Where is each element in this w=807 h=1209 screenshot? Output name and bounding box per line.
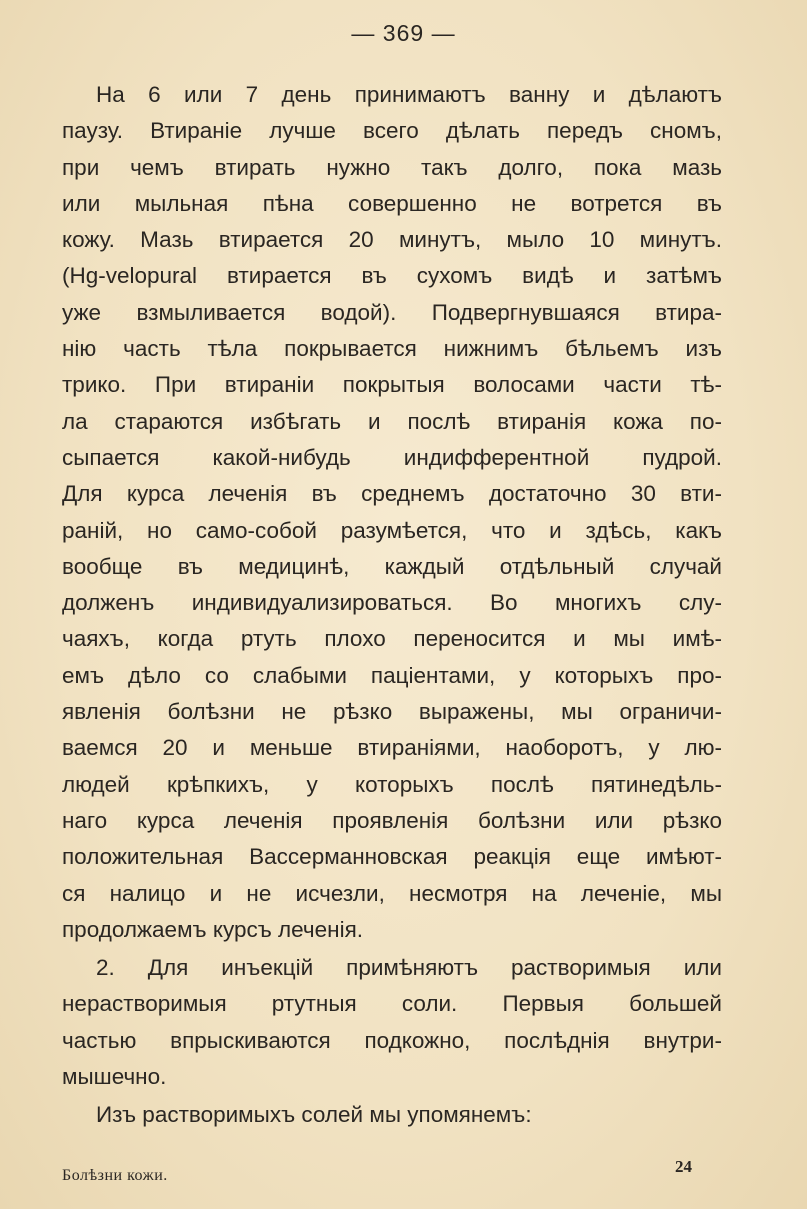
text-line: емъ дѣло со слабыми пацiентами, у которыхъ про- — [62, 662, 722, 688]
text-line: ваемся 20 и меньше втиранiями, наоборотъ, у лю- — [62, 735, 722, 761]
text-line: 2. Для инъекцiй примѣняютъ растворимыя или — [96, 955, 722, 981]
text-line: наго курса леченiя проявленiя болѣзни или рѣзко — [62, 807, 722, 833]
text-line: мышечно. — [62, 1064, 167, 1090]
text-line: при чемъ втирать нужно такъ долго, пока мазь — [62, 154, 722, 180]
text-line: долженъ индивидуализироваться. Во многихъ слу- — [62, 590, 722, 616]
text-line: Для курса леченiя въ среднемъ достаточно 30 вти- — [62, 481, 722, 507]
footer-book-title: Болѣзни кожи. — [62, 1167, 168, 1184]
page-number: — 369 — — [351, 20, 456, 46]
text-line: явленiя болѣзни не рѣзко выражены, мы ограничи- — [62, 699, 722, 725]
text-line: или мыльная пѣна совершенно не вотрется въ — [62, 190, 722, 216]
text-line: положительная Вассерманновская реакцiя еще имѣют- — [62, 844, 722, 870]
text-line: сыпается какой-нибудь индифферентной пудрой. — [62, 444, 722, 470]
text-line: ла стараются избѣгать и послѣ втиранiя кожа по- — [62, 408, 722, 434]
text-line: (Hg-velopural втирается въ сухомъ видѣ и затѣмъ — [62, 263, 722, 289]
text-line: ся налицо и не исчезли, несмотря на леченiе, мы — [62, 880, 722, 906]
text-line: кожу. Мазь втирается 20 минутъ, мыло 10 минутъ. — [62, 227, 722, 253]
text-line: чаяхъ, когда ртуть плохо переносится и мы имѣ- — [62, 626, 722, 652]
text-line: паузу. Втиранiе лучше всего дѣлать передъ сномъ, — [62, 118, 722, 144]
body-text — [62, 77, 722, 1134]
text-line: уже взмыливается водой). Подвергнувшаяся втира- — [62, 299, 722, 325]
text-line: трико. При втиранiи покрытыя волосами части тѣ- — [62, 372, 722, 398]
text-line: нiю часть тѣла покрывается нижнимъ бѣльемъ изъ — [62, 336, 722, 362]
text-line: нерастворимыя ртутныя соли. Первыя большей — [62, 991, 722, 1017]
text-line: частью впрыскиваются подкожно, послѣднiя внутри- — [62, 1027, 722, 1053]
text-line: продолжаемъ курсъ леченiя. — [62, 916, 364, 942]
text-line: ранiй, но само-собой разумѣется, что и здѣсь, какъ — [62, 517, 722, 543]
text-line: Изъ растворимыхъ солей мы упомянемъ: — [96, 1102, 532, 1128]
text-line: людей крѣпкихъ, у которыхъ послѣ пятинедѣль- — [62, 771, 722, 797]
text-line: На 6 или 7 день принимаютъ ванну и дѣлаютъ — [96, 82, 722, 107]
footer-signature-number: 24 — [675, 1157, 692, 1176]
text-line: вообще въ медицинѣ, каждый отдѣльный случай — [62, 553, 722, 579]
